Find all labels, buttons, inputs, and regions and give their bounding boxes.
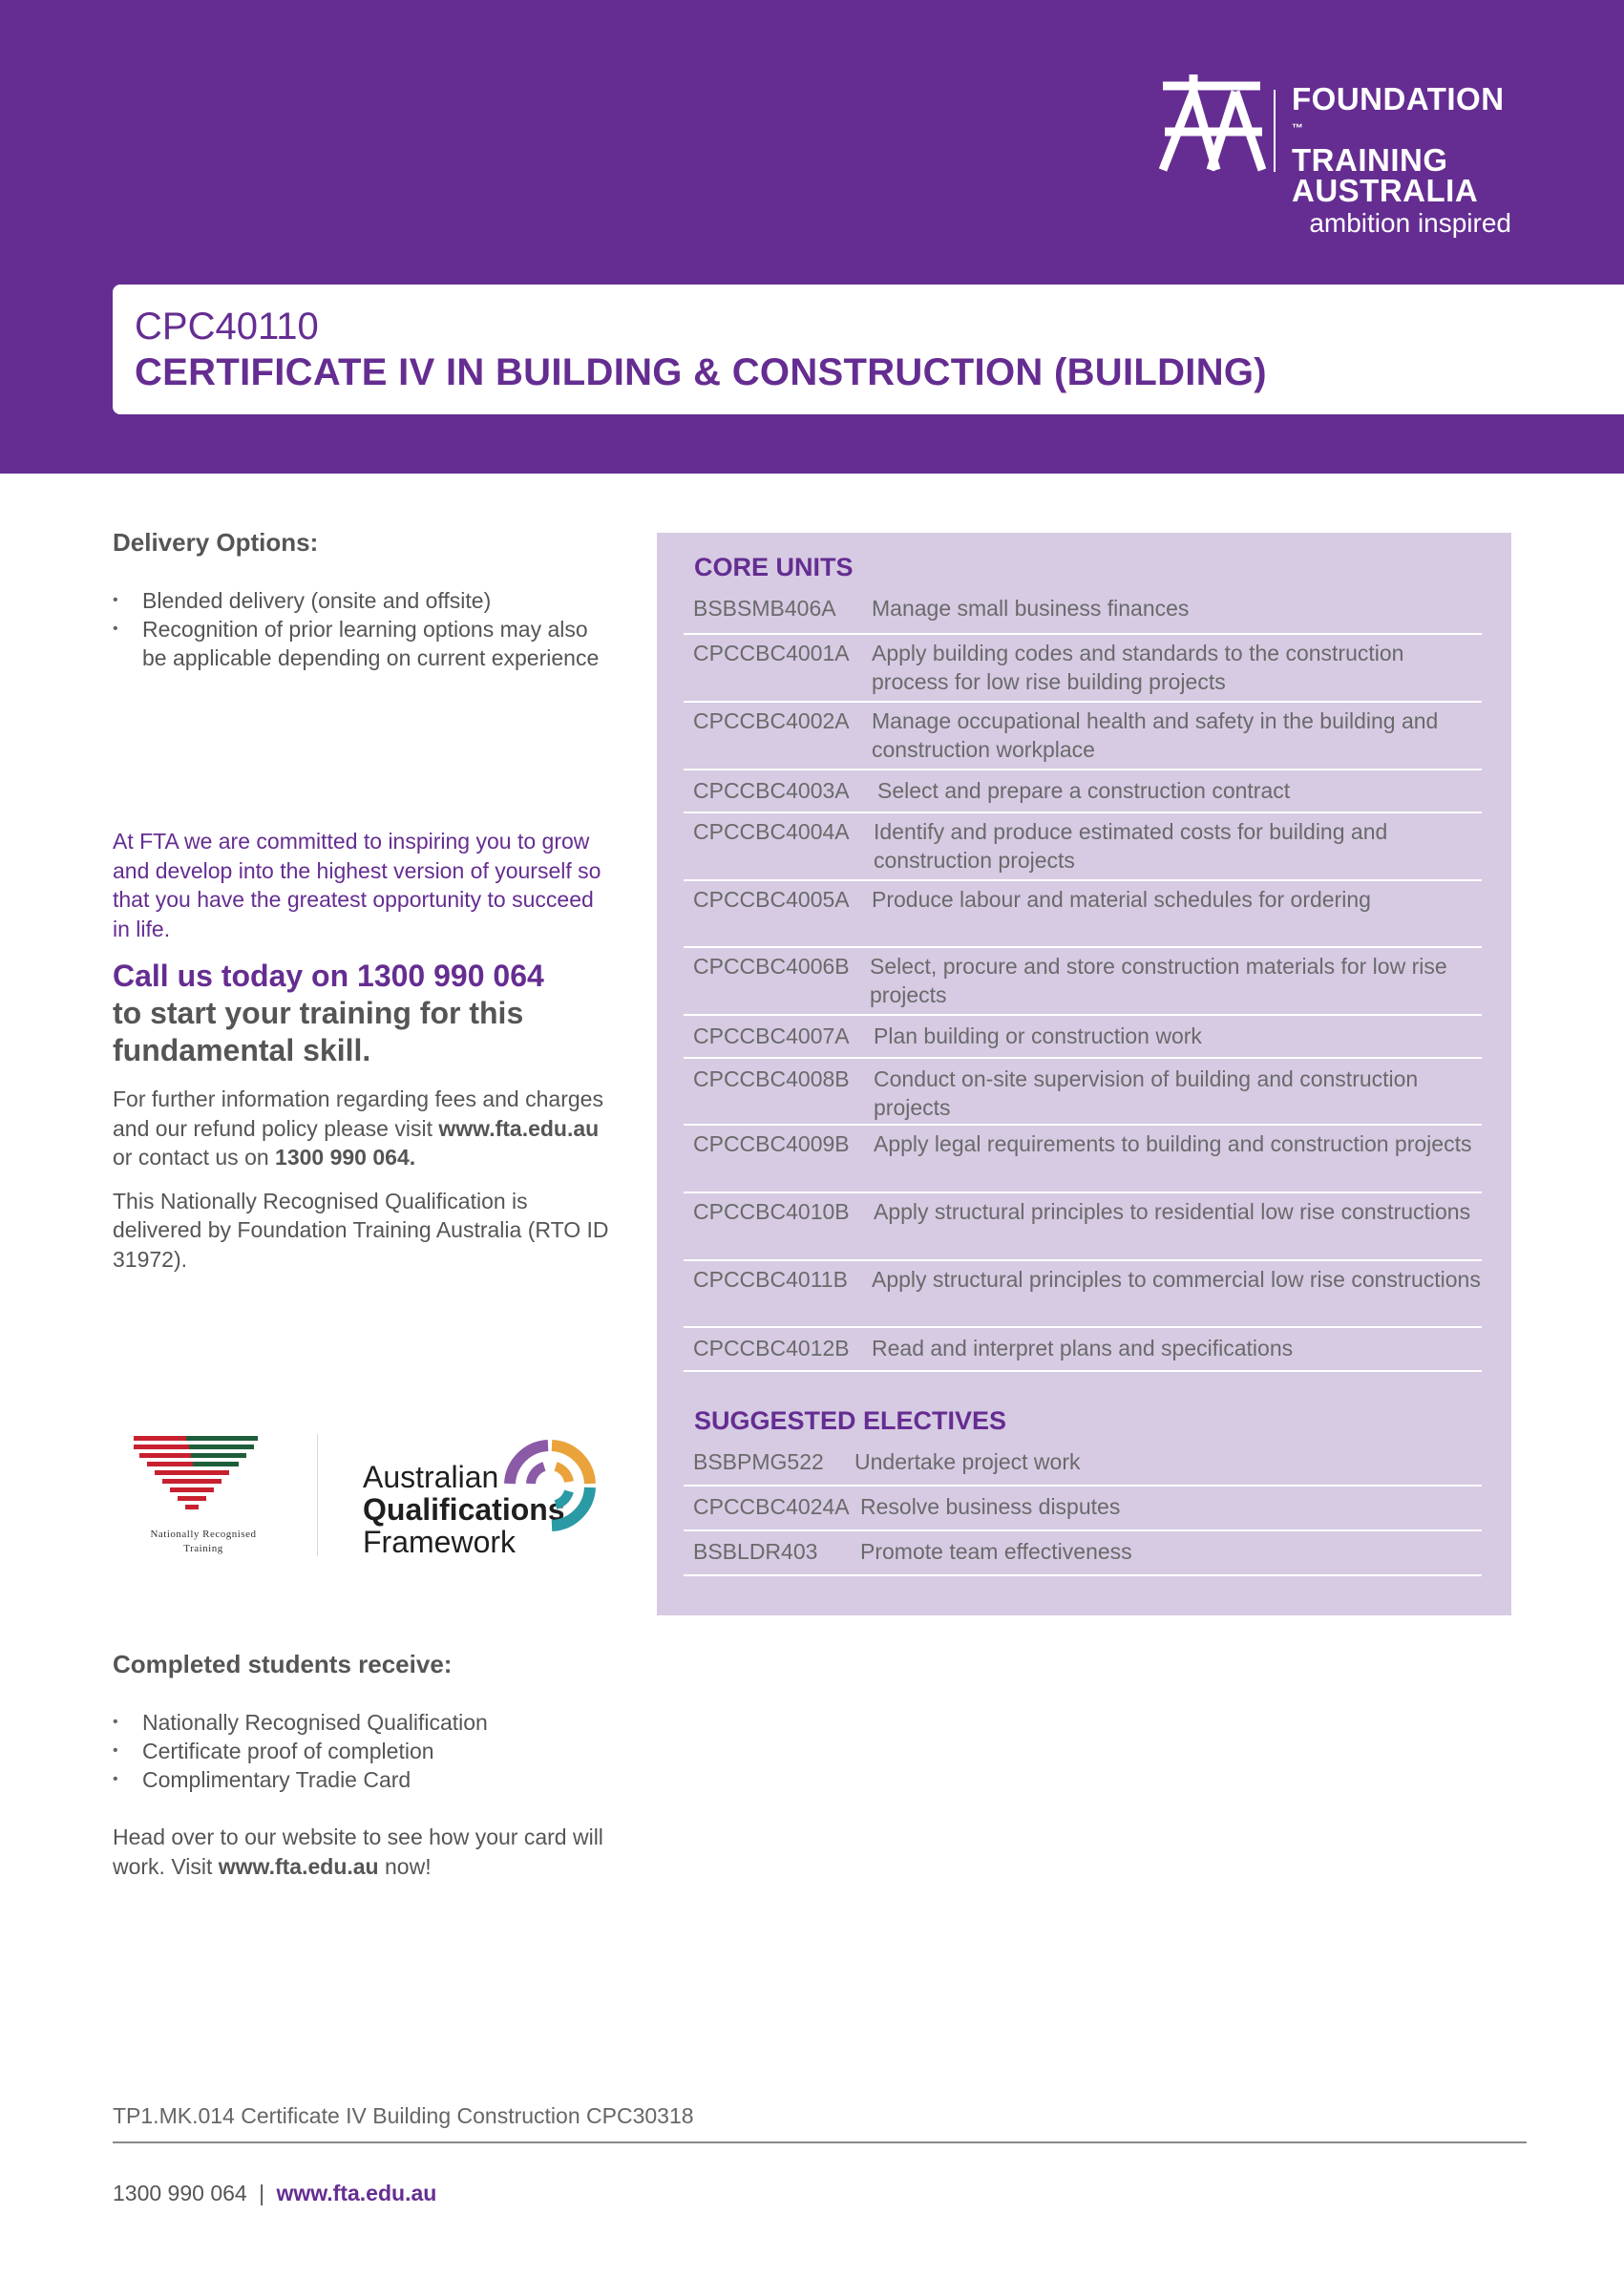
unit-row [684,1487,1482,1531]
aqf-line-1: Australian [363,1460,499,1494]
footer-phone[interactable]: 1300 990 064 [113,2181,247,2205]
electives-list [684,1442,1482,1576]
completed-item: • Nationally Recognised Qualification [113,1708,609,1737]
delivery-item: • Blended delivery (onsite and offsite) [113,586,609,615]
unit-title: Undertake project work [854,1449,1081,1474]
footer-divider [113,2141,1527,2143]
unit-row [684,1016,1482,1059]
unit-title: Promote team effectiveness [860,1539,1132,1564]
aqf-line-2: Qualifications [363,1492,565,1527]
nrt-label [122,1528,285,1556]
unit-title: Manage small business finances [872,596,1190,621]
fees-info-text [113,1085,609,1172]
unit-row [684,635,1482,703]
unit-title: Identify and produce estimated costs for building and construction projects [874,819,1388,873]
completed-item: • Certificate proof of completion [113,1737,609,1765]
unit-row [684,1531,1482,1576]
nrt-logo-icon [134,1436,258,1528]
unit-title: Apply building codes and standards to the construction process for low rise building projects [872,641,1404,694]
unit-title: Select and prepare a construction contract [877,778,1291,803]
unit-row [684,1059,1482,1126]
cta-rest: to start your training for this fundamental skill. [113,996,524,1067]
unit-row [684,881,1482,948]
website-card-part-1: Head over to our website to see how your card will work. Visit [113,1825,603,1879]
delivery-heading: Delivery Options: [113,528,319,557]
commitment-text: At FTA we are committed to inspiring you to grow and develop into the highest version of yourself so that you have the greatest opportunity to succeed in life. [113,829,601,941]
unit-title: Apply legal requirements to building and construction projects [874,1131,1472,1156]
unit-title: Select, procure and store construction materials for low rise projects [870,954,1447,1007]
unit-title: Resolve business disputes [860,1494,1121,1519]
brand-name-line-2: TRAINING [1292,142,1448,178]
aqf-line-3: Framework [363,1525,517,1559]
unit-row [684,1261,1482,1328]
unit-code: CPCCBC4002A [693,708,850,733]
footer-contact [113,2181,436,2206]
footer-website-link[interactable]: www.fta.edu.au [276,2181,437,2205]
core-units-list [684,588,1482,1372]
unit-code: BSBLDR403 [693,1539,818,1564]
completed-list [113,1708,609,1794]
unit-code: BSBPMG522 [693,1449,824,1474]
course-title-card [113,285,1624,414]
unit-row [684,948,1482,1016]
unit-row [684,813,1482,881]
brand-name-line-3: AUSTRALIA [1292,173,1479,208]
unit-code: CPCCBC4009B [693,1131,850,1156]
units-panel [657,533,1511,1615]
aqf-logo-icon [504,1440,596,1531]
unit-row [684,1328,1482,1372]
call-to-action [113,958,609,1069]
header-banner [0,0,1624,474]
course-title: CERTIFICATE IV IN BUILDING & CONSTRUCTION (BUILDING) [135,351,1267,393]
logo-divider [1274,90,1276,172]
unit-code: CPCCBC4003A [693,778,850,803]
unit-code: CPCCBC4001A [693,641,850,665]
unit-code: CPCCBC4006B [693,954,850,979]
brand-name-line-1: FOUNDATION [1292,81,1505,116]
nrt-label-line-2: Training [183,1543,223,1554]
core-units-heading: CORE UNITS [694,553,854,581]
rto-text: This Nationally Recognised Qualification is delivered by Foundation Training Australia (RTO ID 31972). [113,1188,609,1272]
delivery-item: • Recognition of prior learning options may also be applicable depending on current experience [113,615,609,672]
delivery-options-section [113,528,609,672]
course-code: CPC40110 [135,306,319,348]
unit-code: CPCCBC4007A [693,1023,850,1048]
fees-info-website-link[interactable]: www.fta.edu.au [438,1115,600,1141]
unit-row [684,770,1482,813]
fees-info-part-1: For further information regarding fees and charges and our refund policy please visit [113,1086,603,1141]
unit-title: Read and interpret plans and specifications [872,1336,1294,1360]
unit-title: Manage occupational health and safety in the building and construction workplace [872,708,1439,762]
unit-row [684,1126,1482,1193]
brand-logo[interactable] [1155,73,1537,208]
nrt-label-line-1: Nationally Recognised [150,1529,257,1540]
unit-code: CPCCBC4005A [693,887,850,912]
unit-code: CPCCBC4011B [693,1267,848,1292]
unit-row [684,1193,1482,1261]
unit-title: Plan building or construction work [874,1023,1202,1048]
fees-info-part-2: or contact us on [113,1145,276,1170]
unit-code: CPCCBC4004A [693,819,850,844]
electives-heading: SUGGESTED ELECTIVES [694,1406,1007,1435]
unit-title: Apply structural principles to residential low rise constructions [874,1199,1471,1224]
unit-code: CPCCBC4024A [693,1494,850,1519]
info-section [113,1085,609,1274]
unit-code: CPCCBC4010B [693,1199,850,1224]
brand-tagline: ambition inspired [1309,208,1511,238]
unit-title: Conduct on-site supervision of building and construction projects [874,1066,1419,1120]
trademark-symbol: ™ [1292,121,1304,135]
completed-section [113,1650,609,1881]
completed-item: • Complimentary Tradie Card [113,1765,609,1794]
unit-row [684,703,1482,770]
commitment-section [113,827,609,943]
logos-divider [317,1434,318,1556]
delivery-list [113,586,609,672]
website-card-part-2: now! [378,1853,432,1879]
fta-logo-mark [1155,73,1266,172]
brand-wordmark [1292,81,1505,208]
unit-title: Apply structural principles to commercial low rise constructions [872,1267,1481,1292]
unit-title: Produce labour and material schedules for ordering [872,887,1371,912]
document-reference: TP1.MK.014 Certificate IV Building Construction CPC30318 [113,2103,694,2128]
unit-code: CPCCBC4008B [693,1066,850,1091]
unit-row [684,1442,1482,1487]
footer-separator: | [259,2181,265,2205]
fees-info-phone[interactable]: 1300 990 064. [275,1145,416,1170]
cta-phone-line[interactable]: Call us today on 1300 990 064 [113,959,544,993]
unit-code: BSBSMB406A [693,596,836,621]
completed-heading: Completed students receive: [113,1650,453,1678]
accreditation-logos [113,1423,609,1566]
website-card-link[interactable]: www.fta.edu.au [218,1853,379,1879]
unit-row [684,588,1482,635]
unit-code: CPCCBC4012B [693,1336,850,1360]
website-card-text [113,1823,609,1881]
